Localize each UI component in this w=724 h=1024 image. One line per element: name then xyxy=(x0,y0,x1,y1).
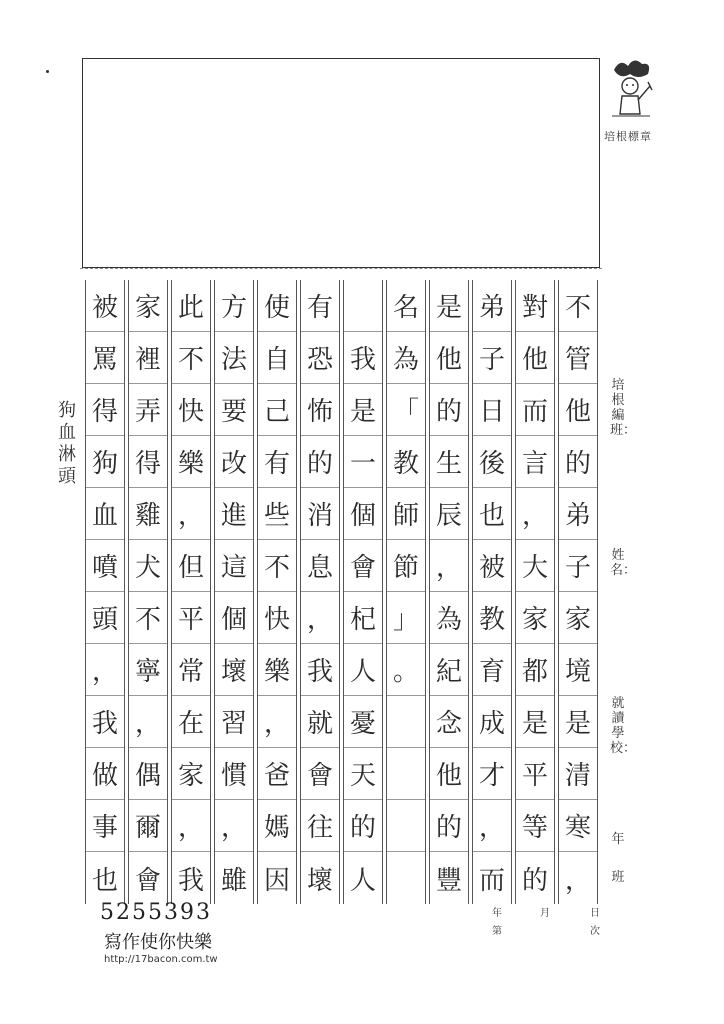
grid-column xyxy=(472,280,512,904)
school-label: 就讀學校： xyxy=(610,696,637,756)
grid-cell: 而 xyxy=(478,865,505,896)
grid-cell: 爸 xyxy=(258,748,296,800)
bacon-mascot-icon xyxy=(608,56,654,126)
grid-cell: ， xyxy=(301,592,339,644)
grid-cell: 不 xyxy=(559,280,597,332)
grid-cell: 豐 xyxy=(435,865,462,896)
grid-column xyxy=(386,280,426,904)
grid-cell: 節 xyxy=(387,540,425,592)
class-label: 培根編班： xyxy=(610,378,637,438)
times-label: 次 xyxy=(590,926,600,937)
logo-digits: 5255393 xyxy=(100,900,212,925)
grid-cell: 子 xyxy=(473,332,511,384)
grid-cell: 快 xyxy=(172,384,210,436)
grid-cell: 」 xyxy=(387,592,425,644)
grid-cell: 雞 xyxy=(129,488,167,540)
manuscript-grid xyxy=(84,280,598,904)
grid-cell: ， xyxy=(215,800,253,852)
grid-cell: 生 xyxy=(430,436,468,488)
grid-cell: 為 xyxy=(430,592,468,644)
grid-cell: 弄 xyxy=(129,384,167,436)
grid-cell: 頭 xyxy=(86,592,124,644)
grid-cell: 弟 xyxy=(473,280,511,332)
grid-cell: 他 xyxy=(430,332,468,384)
grid-cell: 被 xyxy=(86,280,124,332)
nth-label: 第 xyxy=(492,926,502,937)
grid-cell: 家 xyxy=(172,748,210,800)
grid-cell: 子 xyxy=(559,540,597,592)
grid-cell: 會 xyxy=(344,540,382,592)
grid-cell: 不 xyxy=(129,592,167,644)
grid-cell: 不 xyxy=(172,332,210,384)
grid-cell: ， xyxy=(86,644,124,696)
grid-cell: 爾 xyxy=(129,800,167,852)
grid-cell xyxy=(387,852,425,904)
grid-cell: 快 xyxy=(258,592,296,644)
grid-cell: 進 xyxy=(215,488,253,540)
grid-cell: 教 xyxy=(387,436,425,488)
grid-cell: 消 xyxy=(301,488,339,540)
grid-cell: 對 xyxy=(516,280,554,332)
grid-cell: 寒 xyxy=(559,800,597,852)
grid-cell: 些 xyxy=(258,488,296,540)
grid-cell: 言 xyxy=(516,436,554,488)
grid-cell: 自 xyxy=(258,332,296,384)
grid-cell: ， xyxy=(172,800,210,852)
grid-cell: 後 xyxy=(473,436,511,488)
grid-cell: 也 xyxy=(91,865,118,896)
year-label: 年 xyxy=(492,908,502,919)
name-label: 姓名： xyxy=(610,548,637,578)
grid-column xyxy=(128,280,168,904)
grid-cell: 。 xyxy=(387,644,425,696)
grid-cell: 常 xyxy=(172,644,210,696)
grid-cell: 的 xyxy=(430,800,468,852)
grid-cell: 日 xyxy=(473,384,511,436)
grid-cell: 樂 xyxy=(258,644,296,696)
grid-cell: 念 xyxy=(430,696,468,748)
grid-cell: 我 xyxy=(86,696,124,748)
grid-cell: 有 xyxy=(301,280,339,332)
grid-cell: 天 xyxy=(344,748,382,800)
grid-cell xyxy=(387,800,425,852)
logo-slogan: 寫作使你快樂 xyxy=(104,932,212,953)
grid-cell: 等 xyxy=(516,800,554,852)
month-label: 月 xyxy=(540,908,550,919)
cut-line xyxy=(80,268,602,269)
grid-cell: 但 xyxy=(172,540,210,592)
grid-cell: 往 xyxy=(301,800,339,852)
grid-cell: 家 xyxy=(129,280,167,332)
grid-column xyxy=(214,280,254,904)
grid-cell: 雖 xyxy=(220,865,247,896)
grid-column xyxy=(85,280,125,904)
grid-cell: 名 xyxy=(387,280,425,332)
grid-cell: 人 xyxy=(344,644,382,696)
grid-cell: 因 xyxy=(263,865,290,896)
grid-cell: 教 xyxy=(473,592,511,644)
grid-cell: 我 xyxy=(177,865,204,896)
grid-cell: 是 xyxy=(344,384,382,436)
grid-cell: 的 xyxy=(344,800,382,852)
grid-cell: ， xyxy=(430,540,468,592)
day-label: 日 xyxy=(590,908,600,919)
grid-cell: 才 xyxy=(473,748,511,800)
grid-cell: 大 xyxy=(516,540,554,592)
grid-cell: 噴 xyxy=(86,540,124,592)
class-unit-label: 班 xyxy=(611,870,625,885)
grid-cell xyxy=(344,280,382,332)
grid-cell: 寧 xyxy=(129,644,167,696)
grid-cell: 他 xyxy=(516,332,554,384)
grid-cell: 媽 xyxy=(258,800,296,852)
grid-cell: 就 xyxy=(301,696,339,748)
grid-cell: 是 xyxy=(516,696,554,748)
grid-cell: 境 xyxy=(559,644,597,696)
grid-cell: 而 xyxy=(516,384,554,436)
grid-cell: 此 xyxy=(172,280,210,332)
grid-cell: 也 xyxy=(473,488,511,540)
grid-cell: 慣 xyxy=(215,748,253,800)
grid-cell: 狗 xyxy=(86,436,124,488)
grid-column xyxy=(257,280,297,904)
grid-cell: 罵 xyxy=(86,332,124,384)
grid-cell: ， xyxy=(129,696,167,748)
grid-cell: 師 xyxy=(387,488,425,540)
grid-cell: 血 xyxy=(86,488,124,540)
grid-cell: 家 xyxy=(559,592,597,644)
grid-cell: 壞 xyxy=(215,644,253,696)
grid-cell: 是 xyxy=(559,696,597,748)
grid-cell: 的 xyxy=(430,384,468,436)
grid-cell: 平 xyxy=(516,748,554,800)
grid-cell: 我 xyxy=(301,644,339,696)
grid-cell: 管 xyxy=(559,332,597,384)
grid-cell: 得 xyxy=(129,436,167,488)
grid-column xyxy=(343,280,383,904)
grid-cell: 己 xyxy=(258,384,296,436)
grid-cell: 個 xyxy=(215,592,253,644)
grid-cell: 紀 xyxy=(430,644,468,696)
grid-cell: 他 xyxy=(559,384,597,436)
grid-cell: 事 xyxy=(86,800,124,852)
grid-cell: 息 xyxy=(301,540,339,592)
grid-cell: ， xyxy=(172,488,210,540)
grid-cell: 為 xyxy=(387,332,425,384)
stamp-label: 培根標章 xyxy=(604,130,652,143)
grid-cell: 使 xyxy=(258,280,296,332)
grid-cell: 樂 xyxy=(172,436,210,488)
grid-cell: 我 xyxy=(344,332,382,384)
grid-cell: 得 xyxy=(86,384,124,436)
grid-cell: 會 xyxy=(301,748,339,800)
grid-cell: 法 xyxy=(215,332,253,384)
margin-correction: 狗血淋頭 xyxy=(58,400,76,487)
grid-cell: 有 xyxy=(258,436,296,488)
grid-cell: 偶 xyxy=(129,748,167,800)
grid-cell: 怖 xyxy=(301,384,339,436)
grid-cell: 裡 xyxy=(129,332,167,384)
grid-cell xyxy=(387,696,425,748)
grid-cell: 被 xyxy=(473,540,511,592)
grid-cell: 的 xyxy=(301,436,339,488)
grid-cell: 會 xyxy=(134,865,161,896)
grid-cell: 這 xyxy=(215,540,253,592)
grade-label: 年 xyxy=(611,832,625,847)
grid-cell: 個 xyxy=(344,488,382,540)
grid-cell: 不 xyxy=(258,540,296,592)
grid-cell: 方 xyxy=(215,280,253,332)
grid-cell xyxy=(387,748,425,800)
grid-cell: 做 xyxy=(86,748,124,800)
grid-column xyxy=(558,280,598,904)
grid-column xyxy=(171,280,211,904)
grid-cell: 的 xyxy=(521,865,548,896)
grid-cell: 犬 xyxy=(129,540,167,592)
grid-cell: 弟 xyxy=(559,488,597,540)
grid-cell: 成 xyxy=(473,696,511,748)
grid-cell: 平 xyxy=(172,592,210,644)
grid-cell: 要 xyxy=(215,384,253,436)
grid-cell: ， xyxy=(258,696,296,748)
grid-cell: 憂 xyxy=(344,696,382,748)
grid-cell: 是 xyxy=(430,280,468,332)
grid-cell: 的 xyxy=(559,436,597,488)
grid-cell: 他 xyxy=(430,748,468,800)
grid-column xyxy=(429,280,469,904)
grid-column xyxy=(515,280,555,904)
grid-cell: ， xyxy=(564,865,591,896)
grid-cell: 都 xyxy=(516,644,554,696)
grid-cell: 清 xyxy=(559,748,597,800)
grid-cell: 杞 xyxy=(344,592,382,644)
grid-cell: 習 xyxy=(215,696,253,748)
grid-cell: ， xyxy=(516,488,554,540)
grid-column xyxy=(300,280,340,904)
grid-cell: ， xyxy=(473,800,511,852)
logo-url: http://17bacon.com.tw xyxy=(104,954,218,965)
grid-cell: 改 xyxy=(215,436,253,488)
stray-dot xyxy=(46,70,49,73)
grid-cell: 「 xyxy=(387,384,425,436)
teacher-comment-box xyxy=(82,58,600,268)
grid-cell: 人 xyxy=(349,865,376,896)
grid-cell: 育 xyxy=(473,644,511,696)
grid-cell: 在 xyxy=(172,696,210,748)
grid-cell: 辰 xyxy=(430,488,468,540)
grid-cell: 恐 xyxy=(301,332,339,384)
grid-cell: 一 xyxy=(344,436,382,488)
grid-cell: 家 xyxy=(516,592,554,644)
grid-cell: 壞 xyxy=(306,865,333,896)
